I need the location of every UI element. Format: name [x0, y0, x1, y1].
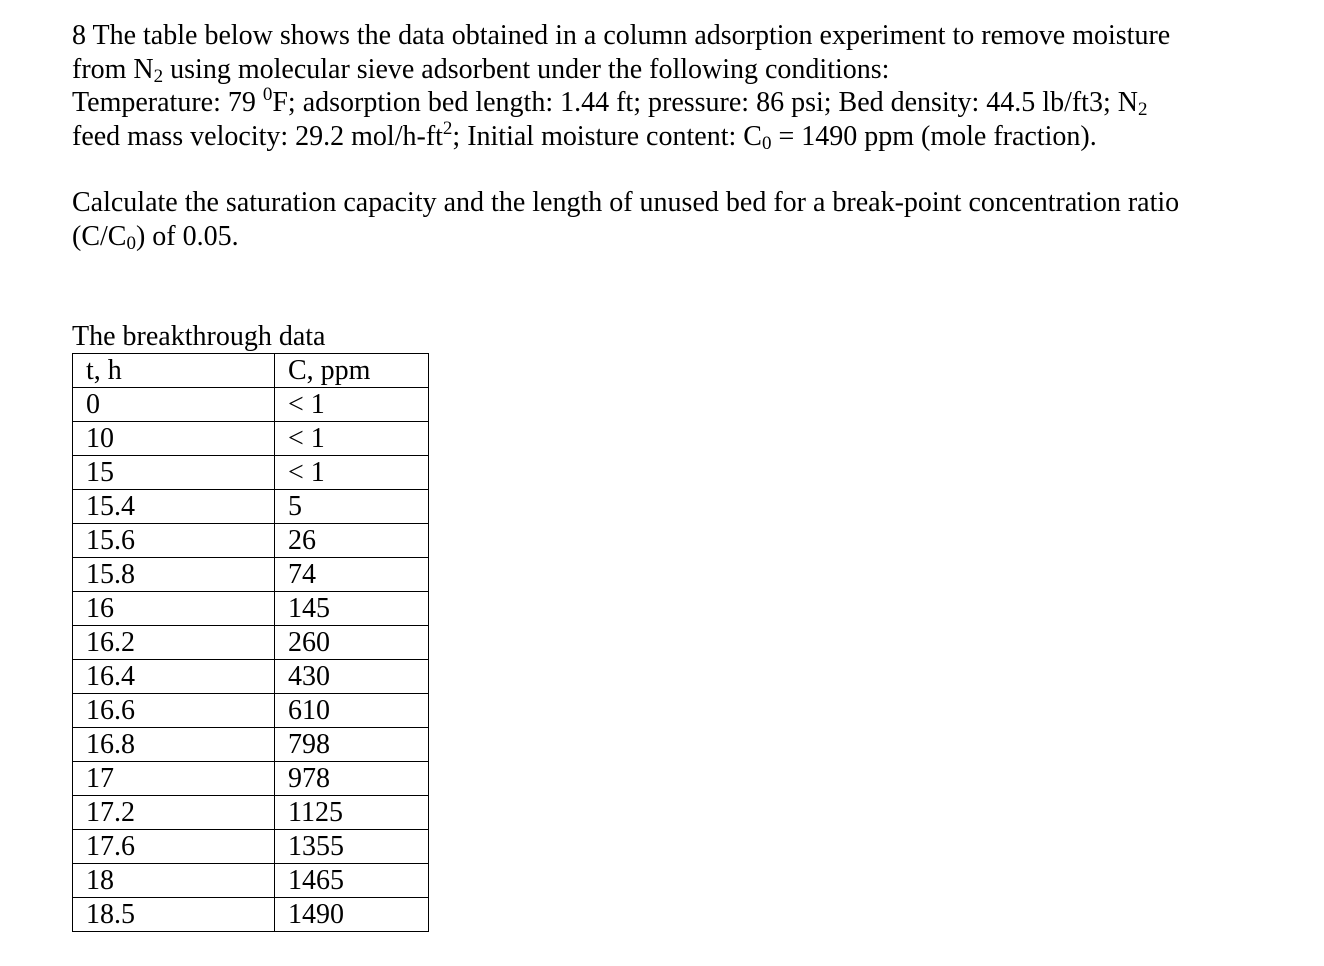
- time-cell: 18: [73, 864, 275, 898]
- time-cell: 15.8: [73, 558, 275, 592]
- table-row: [73, 830, 429, 864]
- time-cell: 16.4: [73, 660, 275, 694]
- table-row: [73, 660, 429, 694]
- problem-line-3: [72, 86, 1252, 120]
- breakthrough-table: [72, 353, 429, 932]
- table-row: [73, 898, 429, 932]
- time-cell: 16.2: [73, 626, 275, 660]
- question-statement: [72, 186, 1252, 253]
- question-line-1-text: Calculate the saturation capacity and the length of unused bed for a break-point concentration ratio: [72, 187, 1180, 218]
- time-cell: 0: [73, 388, 275, 422]
- concentration-cell: 610: [275, 694, 429, 728]
- concentration-cell: 978: [275, 762, 429, 796]
- concentration-cell: 1125: [275, 796, 429, 830]
- header-time: t, h: [73, 354, 275, 388]
- table-row: [73, 626, 429, 660]
- problem-line-2: [72, 53, 1252, 87]
- question-line-1: [72, 186, 1252, 220]
- n2-subscript: 2: [153, 65, 164, 87]
- time-cell: 15.6: [73, 524, 275, 558]
- table-row: [73, 490, 429, 524]
- table-row: [73, 762, 429, 796]
- time-cell: 16.6: [73, 694, 275, 728]
- problem-line-3-post: F; adsorption bed length: 1.44 ft; pressure: 86 psi; Bed density: 44.5 lb/ft3; N: [272, 87, 1138, 118]
- table-caption: The breakthrough data: [72, 321, 326, 352]
- time-cell: 16.8: [73, 728, 275, 762]
- header-concentration: C, ppm: [275, 354, 429, 388]
- time-cell: 10: [73, 422, 275, 456]
- concentration-cell: 5: [275, 490, 429, 524]
- concentration-cell: < 1: [275, 422, 429, 456]
- degree-superscript: 0: [262, 84, 273, 105]
- question-line-2-pre: (C/C: [72, 220, 127, 252]
- time-cell: 18.5: [73, 898, 275, 932]
- problem-line-2-pre: from N: [72, 53, 154, 85]
- time-cell: 17: [73, 762, 275, 796]
- c0-subscript: 0: [761, 132, 772, 154]
- table-row: [73, 456, 429, 490]
- time-cell: 17.2: [73, 796, 275, 830]
- table-row: [73, 422, 429, 456]
- concentration-cell: 26: [275, 524, 429, 558]
- concentration-cell: 260: [275, 626, 429, 660]
- problem-line-4-mid: ; Initial moisture content: C: [452, 120, 762, 152]
- problem-line-4-pre: feed mass velocity: 29.2 mol/h-ft: [72, 120, 443, 152]
- table-row: [73, 524, 429, 558]
- table-row: [73, 592, 429, 626]
- question-line-2: [72, 220, 1252, 254]
- table-row: [73, 558, 429, 592]
- concentration-cell: 74: [275, 558, 429, 592]
- table-row: [73, 388, 429, 422]
- table-row: [73, 728, 429, 762]
- table-header-row: [73, 354, 429, 388]
- concentration-cell: 1490: [275, 898, 429, 932]
- table-row: [73, 796, 429, 830]
- concentration-cell: < 1: [275, 456, 429, 490]
- problem-line-4: [72, 117, 1252, 154]
- problem-statement: [72, 19, 1252, 153]
- n2-subscript-2: 2: [1137, 99, 1148, 120]
- problem-line-1-text: 8 The table below shows the data obtained in a column adsorption experiment to remove moisture: [72, 20, 1171, 51]
- ft-squared-superscript: 2: [442, 117, 453, 139]
- concentration-cell: 1355: [275, 830, 429, 864]
- question-line-2-post: ) of 0.05.: [135, 220, 239, 252]
- time-cell: 15.4: [73, 490, 275, 524]
- problem-line-2-post: using molecular sieve adsorbent under the following conditions:: [163, 53, 890, 85]
- table-row: [73, 864, 429, 898]
- problem-line-3-pre: Temperature: 79: [72, 87, 263, 118]
- concentration-cell: 145: [275, 592, 429, 626]
- time-cell: 15: [73, 456, 275, 490]
- table-row: [73, 694, 429, 728]
- problem-line-1: [72, 19, 1252, 53]
- concentration-cell: 1465: [275, 864, 429, 898]
- time-cell: 16: [73, 592, 275, 626]
- concentration-cell: 430: [275, 660, 429, 694]
- c0-subscript-question: 0: [126, 232, 136, 254]
- time-cell: 17.6: [73, 830, 275, 864]
- problem-line-4-post: = 1490 ppm (mole fraction).: [771, 120, 1097, 152]
- concentration-cell: 798: [275, 728, 429, 762]
- concentration-cell: < 1: [275, 388, 429, 422]
